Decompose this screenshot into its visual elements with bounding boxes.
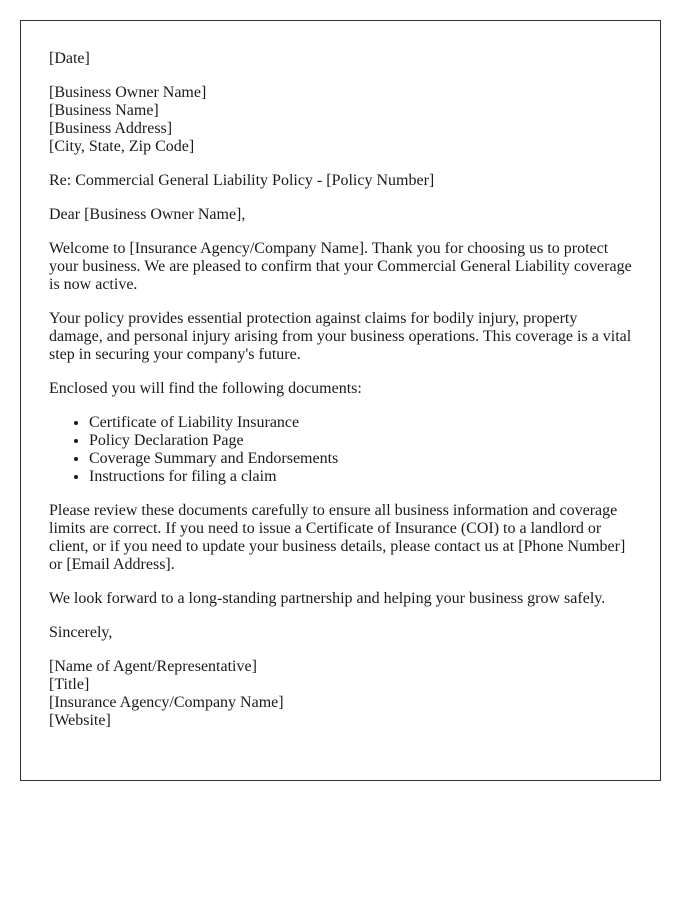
partnership-paragraph: We look forward to a long-standing partnership and helping your business grow safely. <box>49 590 606 607</box>
review-paragraph: Please review these documents carefully to ensure all business information and coverage limits are correct. If you need to issue a Certificate of Insurance (COI) to a landlord or client, or if you need to update your business details, please contact us at [Phone Number] or [Email Address]. <box>49 502 626 573</box>
list-item: • Coverage Summary and Endorsements <box>89 450 632 468</box>
coverage-paragraph: Your policy provides essential protection against claims for bodily injury, property damage, and personal injury arising from your business operations. This coverage is a vital step in securing your company's future. <box>49 310 632 363</box>
recipient-city-state-zip: [City, State, Zip Code] <box>49 138 195 155</box>
sign-off: Sincerely, <box>49 624 113 641</box>
enclosed-documents-list <box>49 414 632 486</box>
letter-page <box>20 20 661 781</box>
list-item: • Certificate of Liability Insurance <box>89 414 632 432</box>
recipient-address-block <box>49 84 632 156</box>
agent-name: [Name of Agent/Representative] <box>49 658 257 675</box>
list-item: • Instructions for filing a claim <box>89 468 632 486</box>
agency-website: [Website] <box>49 712 111 729</box>
agency-name: [Insurance Agency/Company Name] <box>49 694 284 711</box>
signature-block <box>49 658 632 730</box>
recipient-business-address: [Business Address] <box>49 120 173 137</box>
list-item: • Policy Declaration Page <box>89 432 632 450</box>
subject-line: Re: Commercial General Liability Policy - [Policy Number] <box>49 172 435 189</box>
agent-title: [Title] <box>49 676 90 693</box>
welcome-paragraph: Welcome to [Insurance Agency/Company Name]. Thank you for choosing us to protect your business. We are pleased to confirm that your Commercial General Liability coverage is now active. <box>49 240 632 293</box>
letter-date: [Date] <box>49 50 90 67</box>
recipient-business-name: [Business Name] <box>49 102 159 119</box>
salutation: Dear [Business Owner Name], <box>49 206 246 223</box>
recipient-owner-name: [Business Owner Name] <box>49 84 207 101</box>
enclosed-intro: Enclosed you will find the following documents: <box>49 380 362 397</box>
